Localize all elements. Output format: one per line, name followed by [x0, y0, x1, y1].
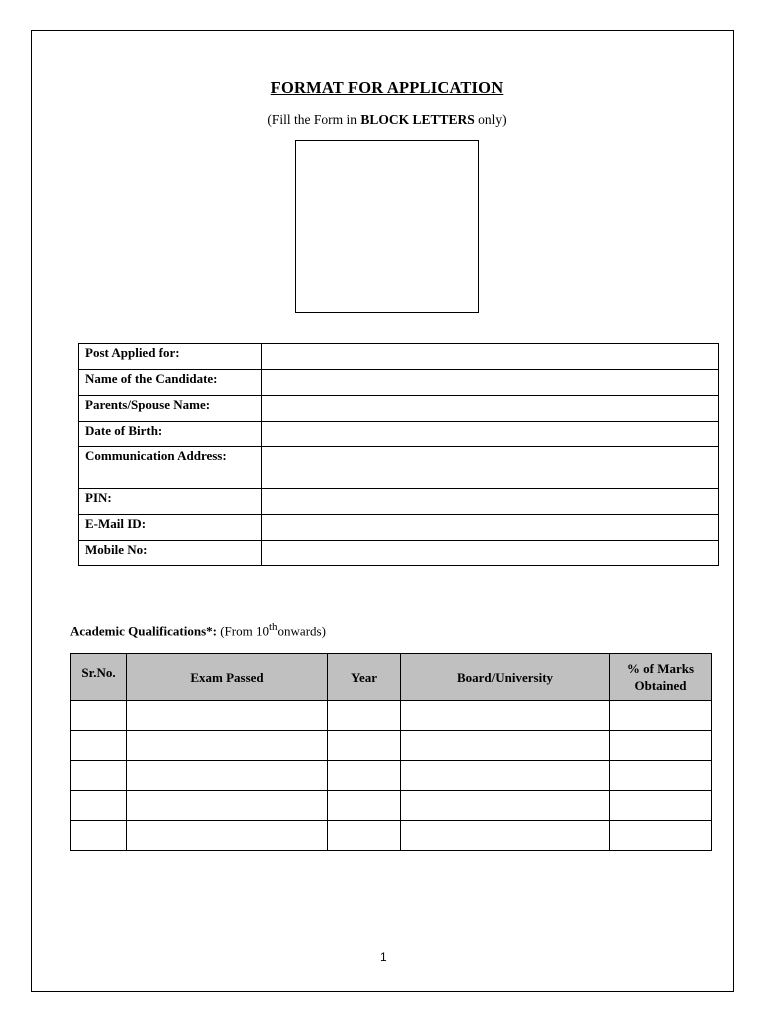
communication-address-field[interactable]: [262, 447, 719, 489]
communication-address-label: Communication Address:: [79, 447, 262, 489]
srno-cell[interactable]: [71, 761, 127, 791]
col-header-exam-passed: Exam Passed: [127, 654, 328, 701]
quals-header-row: [71, 654, 712, 701]
page-number: 1: [380, 950, 387, 964]
parents-spouse-field[interactable]: [262, 396, 719, 422]
col-header-board-university: Board/University: [401, 654, 610, 701]
mobile-field[interactable]: [262, 541, 719, 566]
email-field[interactable]: [262, 515, 719, 541]
date-of-birth-label: Date of Birth:: [79, 422, 262, 447]
photo-box[interactable]: [295, 140, 479, 313]
details-row-address: [79, 447, 719, 489]
marks-cell[interactable]: [610, 791, 712, 821]
details-row-email: [79, 515, 719, 541]
academic-heading-from: (From 10: [216, 623, 269, 639]
year-cell[interactable]: [328, 731, 401, 761]
details-row-parents: [79, 396, 719, 422]
exam-passed-cell[interactable]: [127, 701, 328, 731]
candidate-name-field[interactable]: [262, 370, 719, 396]
pin-label: PIN:: [79, 489, 262, 515]
col-header-srno: Sr.No.: [71, 654, 127, 701]
marks-cell[interactable]: [610, 761, 712, 791]
exam-passed-cell[interactable]: [127, 731, 328, 761]
academic-heading-label: Academic Qualifications*:: [70, 623, 217, 639]
table-row: [71, 761, 712, 791]
details-row-dob: [79, 422, 719, 447]
srno-cell[interactable]: [71, 701, 127, 731]
parents-spouse-label: Parents/Spouse Name:: [79, 396, 262, 422]
form-instructions: [0, 112, 768, 128]
email-label: E-Mail ID:: [79, 515, 262, 541]
instructions-prefix: (Fill the Form in: [267, 112, 361, 127]
candidate-name-label: Name of the Candidate:: [79, 370, 262, 396]
academic-qualifications-heading: [70, 621, 326, 639]
board-university-cell[interactable]: [401, 701, 610, 731]
form-title: FORMAT FOR APPLICATION: [270, 78, 504, 97]
details-row-pin: [79, 489, 719, 515]
board-university-cell[interactable]: [401, 821, 610, 851]
col-header-year: Year: [328, 654, 401, 701]
date-of-birth-field[interactable]: [262, 422, 719, 447]
marks-cell[interactable]: [610, 701, 712, 731]
pin-field[interactable]: [262, 489, 719, 515]
marks-cell[interactable]: [610, 821, 712, 851]
exam-passed-cell[interactable]: [127, 791, 328, 821]
academic-heading-sup: th: [268, 621, 278, 633]
table-row: [71, 821, 712, 851]
srno-cell[interactable]: [71, 791, 127, 821]
table-row: [71, 791, 712, 821]
table-row: [71, 731, 712, 761]
board-university-cell[interactable]: [401, 791, 610, 821]
instructions-suffix: only): [474, 112, 507, 127]
marks-cell[interactable]: [610, 731, 712, 761]
academic-heading-after: onwards): [277, 623, 326, 639]
candidate-details-table: [78, 343, 719, 566]
board-university-cell[interactable]: [401, 761, 610, 791]
board-university-cell[interactable]: [401, 731, 610, 761]
mobile-label: Mobile No:: [79, 541, 262, 566]
year-cell[interactable]: [328, 821, 401, 851]
post-applied-label: Post Applied for:: [79, 344, 262, 370]
col-header-marks-obtained: % of Marks Obtained: [610, 654, 712, 701]
academic-qualifications-table: [70, 653, 712, 851]
srno-cell[interactable]: [71, 731, 127, 761]
exam-passed-cell[interactable]: [127, 761, 328, 791]
year-cell[interactable]: [328, 791, 401, 821]
year-cell[interactable]: [328, 701, 401, 731]
details-row-mobile: [79, 541, 719, 566]
year-cell[interactable]: [328, 761, 401, 791]
instructions-emphasis: BLOCK LETTERS: [360, 112, 475, 127]
table-row: [71, 701, 712, 731]
srno-cell[interactable]: [71, 821, 127, 851]
details-row-name: [79, 370, 719, 396]
post-applied-field[interactable]: [262, 344, 719, 370]
exam-passed-cell[interactable]: [127, 821, 328, 851]
details-row-post: [79, 344, 719, 370]
